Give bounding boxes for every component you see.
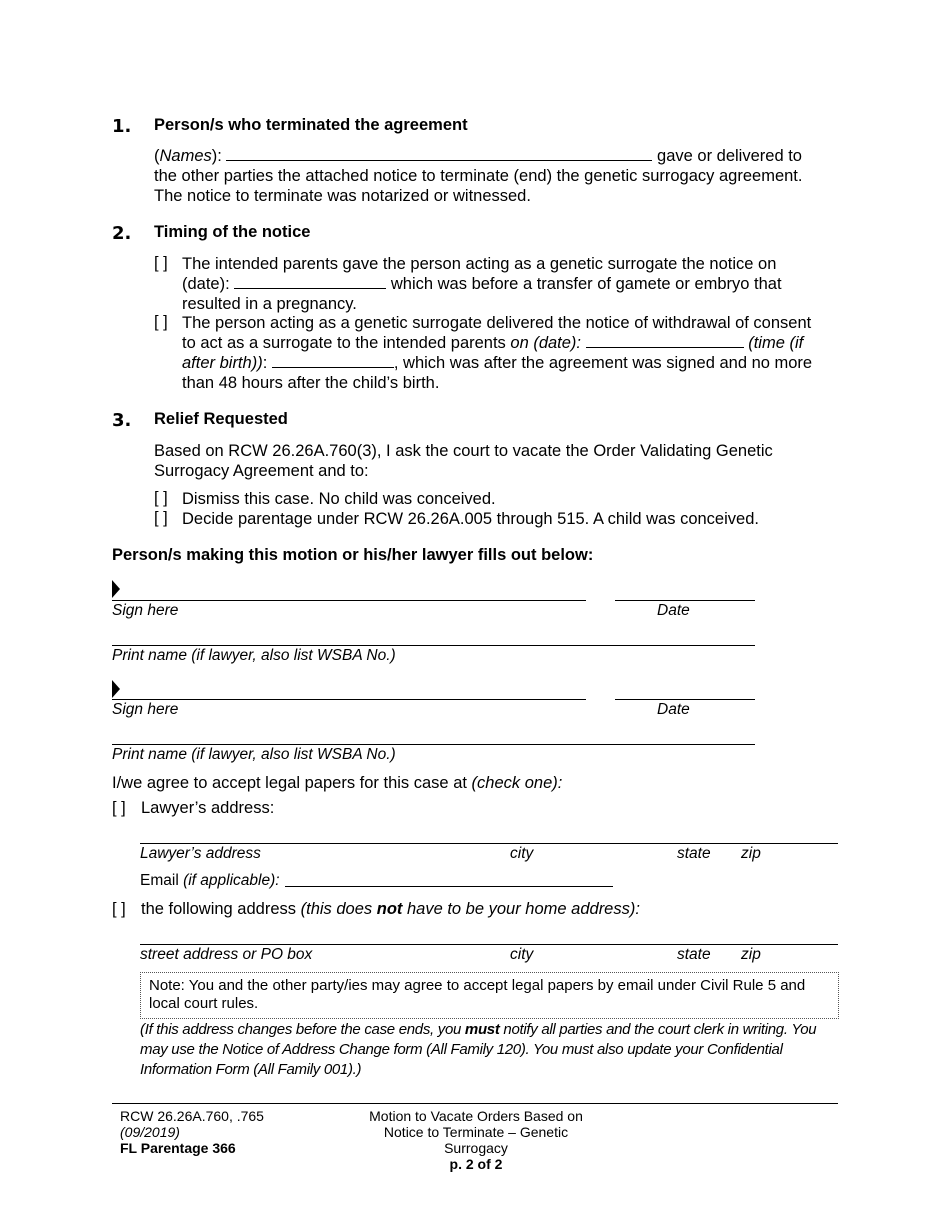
sign-here-label-1: Sign here (112, 602, 179, 619)
withdrawal-date-field[interactable] (586, 346, 744, 348)
lawyer-address-checkbox[interactable]: [ ] (112, 799, 126, 817)
section-1-number: 1. (112, 116, 132, 137)
print-name-label-2: Print name (if lawyer, also list WSBA No.) (112, 746, 396, 763)
parentage-option: Decide parentage under RCW 26.26A.005 through 515. A child was conceived. (182, 510, 759, 528)
names-field[interactable] (226, 159, 652, 161)
agree-text: I/we agree to accept legal papers for this case at (check one): (112, 774, 563, 792)
footer-form-id: FL Parentage 366 (120, 1140, 236, 1156)
date-line-1[interactable] (615, 600, 755, 601)
date-label-1: Date (657, 602, 690, 619)
section-1-heading: Person/s who terminated the agreement (154, 116, 468, 134)
signature-line-1[interactable] (112, 600, 586, 601)
address-change-instruction: (If this address changes before the case ends, you must notify all parties and the court clerk in writing. You may use the Notice of Address Change form (All Family 120). You must also update your Confidential Information Form (All Family 001).) (140, 1021, 817, 1078)
sign-here-label-2: Sign here (112, 701, 179, 718)
email-field[interactable] (285, 886, 613, 887)
section-2-number: 2. (112, 223, 132, 244)
following-address-checkbox[interactable]: [ ] (112, 900, 126, 918)
lawyer-address-caption: Lawyer’s address (140, 845, 261, 862)
section-1-body: (Names): gave or delivered to the other parties the attached notice to terminate (end) the genetic surrogacy agreement. The notice to terminate was notarized or witnessed. (154, 147, 803, 205)
street-address-line[interactable] (140, 944, 838, 945)
following-address-option: the following address (this does not have to be your home address): (141, 900, 640, 918)
sign-arrow-icon (112, 680, 120, 698)
footer-title-line-1: Motion to Vacate Orders Based on (369, 1108, 583, 1124)
zip-caption: zip (741, 946, 761, 963)
footer-page-number: p. 2 of 2 (449, 1156, 503, 1172)
sign-arrow-icon (112, 580, 120, 598)
parentage-checkbox[interactable]: [ ] (154, 509, 168, 527)
section-3-heading: Relief Requested (154, 410, 288, 428)
email-label: Email (if applicable): (140, 872, 280, 889)
print-name-line-2[interactable] (112, 744, 755, 745)
zip-caption: zip (741, 845, 761, 862)
state-caption: state (677, 845, 711, 862)
footer-title-line-3: Surrogacy (444, 1140, 508, 1156)
footer-rev-date: (09/2019) (120, 1124, 180, 1140)
signature-line-2[interactable] (112, 699, 586, 700)
section-3-intro: Based on RCW 26.26A.760(3), I ask the court to vacate the Order Validating Genetic Surrogacy Agreement and to: (154, 442, 773, 480)
print-name-line-1[interactable] (112, 645, 755, 646)
lawyer-address-option: Lawyer’s address: (141, 799, 275, 817)
lawyer-address-line[interactable] (140, 843, 838, 844)
date-line-2[interactable] (615, 699, 755, 700)
withdrawal-time-field[interactable] (272, 366, 394, 368)
footer-center (346, 1108, 606, 1172)
option-2a-text: The intended parents gave the person acting as a genetic surrogate the notice on (date): which was before a transfer of gamete or embryo that resulted in a pregnancy. (182, 255, 782, 313)
print-name-label-1: Print name (if lawyer, also list WSBA No.) (112, 647, 396, 664)
option-2a-checkbox[interactable]: [ ] (154, 254, 168, 272)
dismiss-option: Dismiss this case. No child was conceived. (182, 490, 496, 508)
city-caption: city (510, 946, 534, 963)
date-label-2: Date (657, 701, 690, 718)
section-2-heading: Timing of the notice (154, 223, 311, 241)
names-label: Names (159, 147, 212, 165)
signature-heading: Person/s making this motion or his/her lawyer fills out below: (112, 546, 594, 564)
email-service-note: Note: You and the other party/ies may agree to accept legal papers by email under Civil Rule 5 and local court rules. (140, 972, 839, 1019)
pregnancy-date-field[interactable] (234, 287, 386, 289)
section-3-number: 3. (112, 410, 132, 431)
city-caption: city (510, 845, 534, 862)
street-address-caption: street address or PO box (140, 946, 313, 963)
footer-left (120, 1108, 264, 1156)
state-caption: state (677, 946, 711, 963)
option-2b-checkbox[interactable]: [ ] (154, 313, 168, 331)
option-2b-text: The person acting as a genetic surrogate delivered the notice of withdrawal of consent to act as a surrogate to the intended parents on (date): (time (if after birth)): , which was after the agreement was signed and no more than 48 hours after the child’s birth. (182, 314, 813, 392)
footer-rcw: RCW 26.26A.760, .765 (120, 1108, 264, 1124)
dismiss-checkbox[interactable]: [ ] (154, 489, 168, 507)
footer-title-line-2: Notice to Terminate – Genetic (383, 1124, 569, 1140)
footer-divider (112, 1103, 838, 1104)
